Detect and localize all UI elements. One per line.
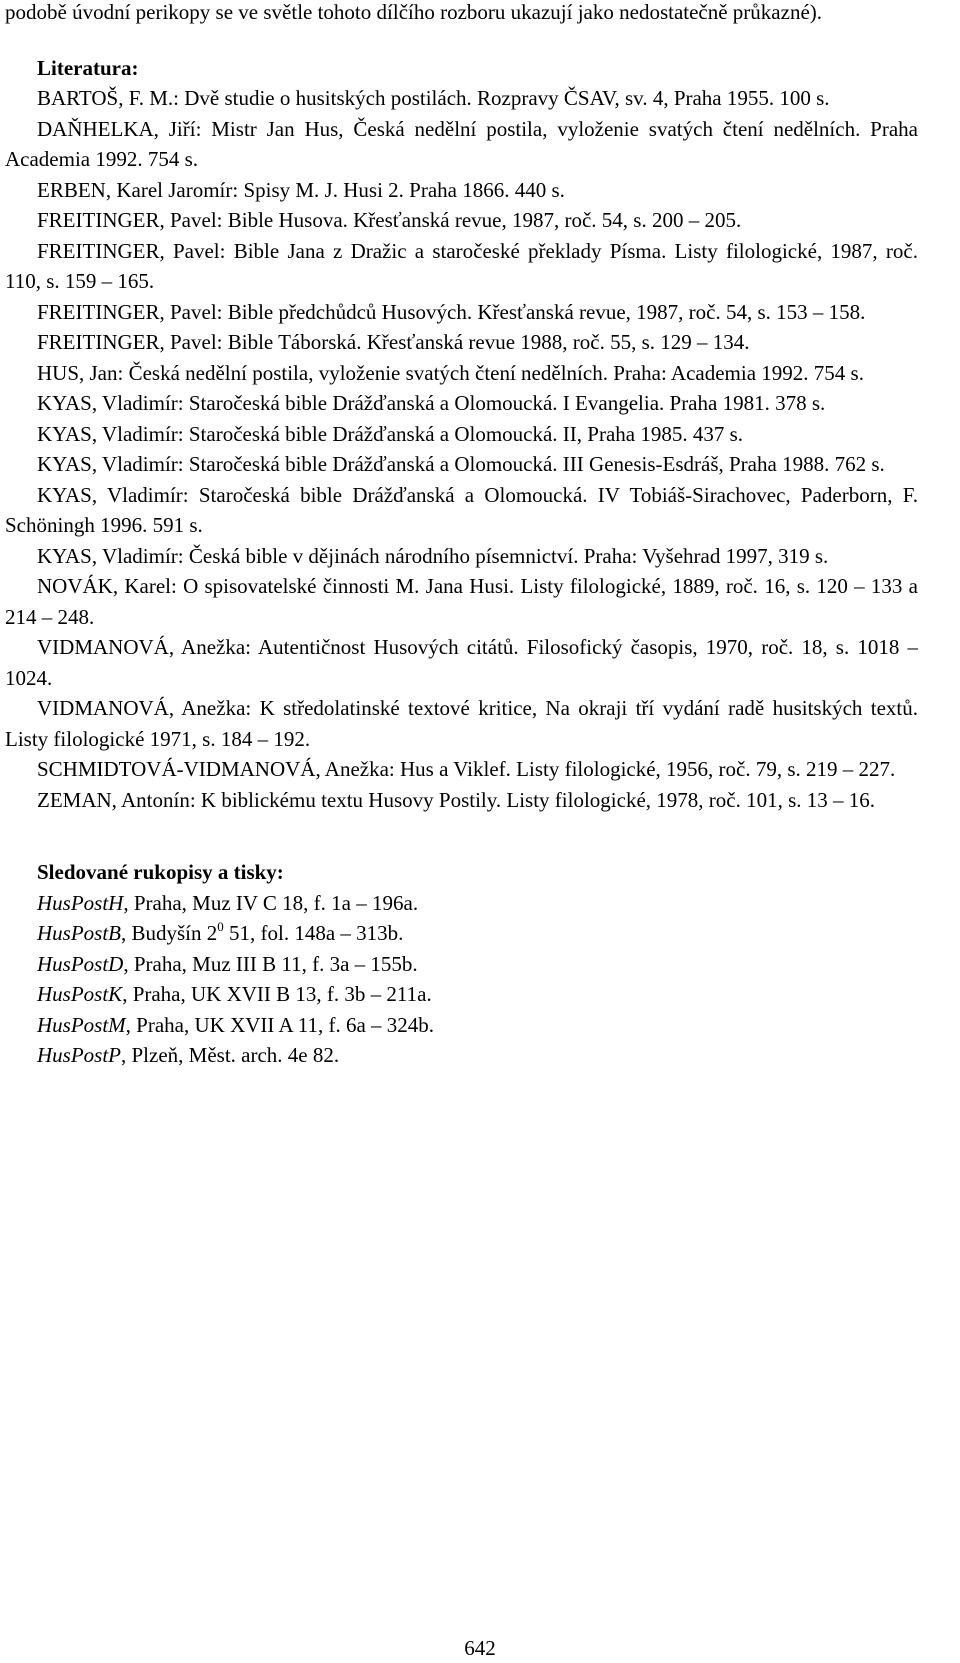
source-detail: , Praha, Muz IV C 18, f. 1a – 196a. (123, 890, 419, 915)
bibliography-entry: BARTOŠ, F. M.: Dvě studie o husitských postilách. Rozpravy ČSAV, sv. 4, Praha 1955. 100 s. (37, 86, 830, 110)
bibliography-entry: FREITINGER, Pavel: Bible Husova. Křesťanská revue, 1987, roč. 54, s. 200 – 205. (37, 208, 742, 232)
source-item (37, 1040, 918, 1071)
bibliography-entry: HUS, Jan: Česká nedělní postila, vyloženie svatých čtení nedělních. Praha: Academia 1992. 754 s. (37, 360, 864, 385)
source-siglum: HusPostH (37, 890, 124, 915)
sources-heading: Sledované rukopisy a tisky: (37, 860, 284, 884)
bibliography-list (5, 83, 918, 815)
source-detail: , Praha, UK XVII B 13, f. 3b – 211a. (122, 982, 432, 1006)
bibliography-entry: KYAS, Vladimír: Staročeská bible Drážďanská a Olomoucká. I Evangelia. Praha 1981. 378 s. (37, 391, 826, 415)
bibliography-entry: DAŇHELKA, Jiří: Mistr Jan Hus, Česká nedělní postila, vyloženie svatých čtení nedělních. Praha Academia 1992. 754 s. (5, 116, 918, 171)
bibliography-entry: KYAS, Vladimír: Staročeská bible Drážďanská a Olomoucká. III Genesis-Esdráš, Praha 1988. 762 s. (37, 452, 885, 476)
source-detail: , Plzeň, Měst. arch. 4e 82. (121, 1043, 340, 1067)
source-detail: , Praha, UK XVII A 11, f. 6a – 324b. (125, 1012, 435, 1037)
bibliography-entry: FREITINGER, Pavel: Bible Táborská. Křesťanská revue 1988, roč. 55, s. 129 – 134. (37, 330, 750, 354)
sources-list (5, 888, 918, 1071)
source-item (37, 1010, 918, 1041)
bibliography-entry: ZEMAN, Antonín: K biblickému textu Husovy Postily. Listy filologické, 1978, roč. 101, s. 13 – 16. (37, 787, 876, 812)
source-siglum: HusPostB (37, 921, 121, 945)
intro-paragraph: podobě úvodní perikopy se ve světle tohoto dílčího rozboru ukazují jako nedostatečně průkazné). (5, 0, 823, 24)
source-siglum: HusPostP (37, 1043, 121, 1067)
page-number: 642 (464, 1636, 496, 1660)
literature-heading: Literatura: (37, 55, 139, 80)
source-siglum: HusPostM (37, 1012, 126, 1037)
source-detail: , Praha, Muz III B 11, f. 3a – 155b. (123, 951, 418, 976)
bibliography-entry: VIDMANOVÁ, Anežka: K středolatinské textové kritice, Na okraji tří vydání radě husitských textů. Listy filologické 1971, s. 184 – 192. (5, 696, 918, 751)
source-item (37, 979, 918, 1010)
bibliography-entry: KYAS, Vladimír: Staročeská bible Drážďanská a Olomoucká. II, Praha 1985. 437 s. (37, 421, 744, 446)
bibliography-entry: FREITINGER, Pavel: Bible Jana z Dražic a staročeské překlady Písma. Listy filologické, 1987, roč. 110, s. 159 – 165. (5, 238, 918, 293)
source-siglum: HusPostD (37, 951, 124, 976)
source-item (37, 918, 918, 949)
source-item (37, 888, 918, 919)
bibliography-entry: KYAS, Vladimír: Staročeská bible Drážďanská a Olomoucká. IV Tobiáš-Sirachovec, Paderborn, F. Schöningh 1996. 591 s. (5, 482, 918, 537)
bibliography-entry: KYAS, Vladimír: Česká bible v dějinách národního písemnictví. Praha: Vyšehrad 1997, 319 s. (37, 543, 829, 568)
bibliography-entry: NOVÁK, Karel: O spisovatelské činnosti M. Jana Husi. Listy filologické, 1889, roč. 16, s. 120 – 133 a 214 – 248. (5, 574, 918, 629)
source-siglum: HusPostK (37, 982, 123, 1006)
bibliography-entry: ERBEN, Karel Jaromír: Spisy M. J. Husi 2. Praha 1866. 440 s. (37, 177, 565, 202)
bibliography-entry: FREITINGER, Pavel: Bible předchůdců Husových. Křesťanská revue, 1987, roč. 54, s. 153 – 158. (37, 299, 866, 324)
source-detail: 51, fol. 148a – 313b. (223, 921, 404, 945)
source-item (37, 949, 918, 980)
bibliography-entry: SCHMIDTOVÁ-VIDMANOVÁ, Anežka: Hus a Viklef. Listy filologické, 1956, roč. 79, s. 219 – 227. (37, 757, 896, 781)
source-detail: , Budyšín 2 (121, 921, 218, 945)
source-superscript: 0 (217, 919, 224, 934)
bibliography-entry: VIDMANOVÁ, Anežka: Autentičnost Husových citátů. Filosofický časopis, 1970, roč. 18, s. 1018 – 1024. (5, 635, 918, 690)
